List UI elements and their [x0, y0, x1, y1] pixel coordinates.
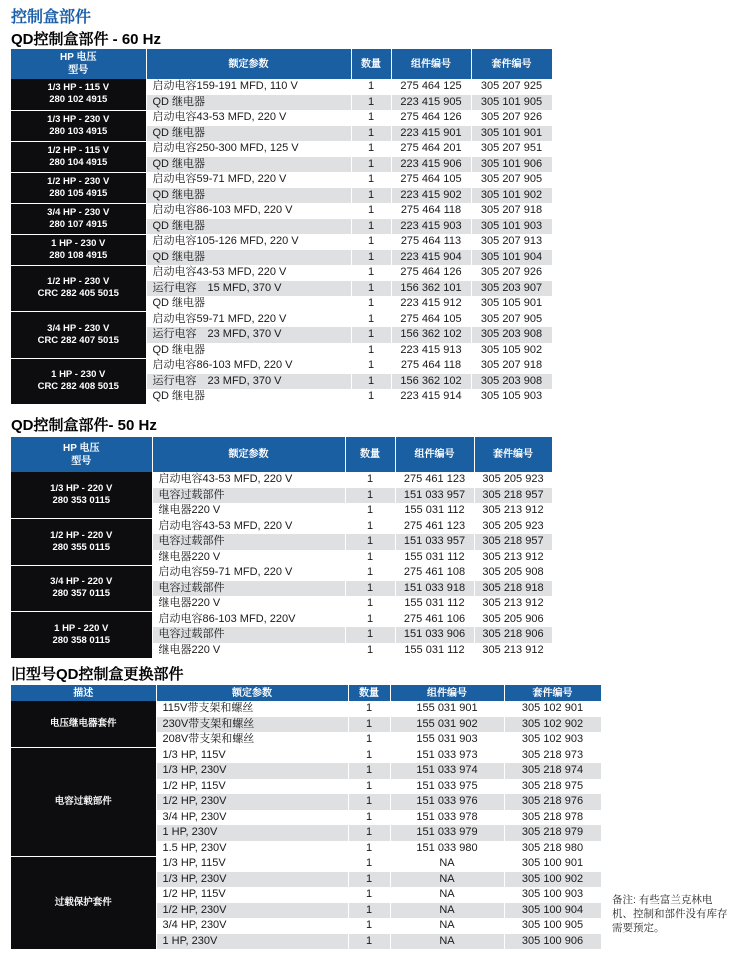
component-no-cell: 275 464 105 [391, 312, 471, 328]
rating-cell: 继电器220 V [152, 596, 345, 612]
rating-cell: 电容过载部件 [152, 581, 345, 597]
kit-no-cell: 305 102 901 [504, 701, 601, 717]
rating-cell: 3/4 HP, 230V [156, 918, 348, 934]
group-label: 1/2 HP - 220 V 280 355 0115 [11, 519, 152, 566]
group-label: 3/4 HP - 230 V 280 107 4915 [11, 203, 146, 234]
table-50hz [11, 437, 553, 659]
rating-cell: 1/3 HP, 115V [156, 748, 348, 764]
component-no-cell: NA [390, 903, 504, 919]
header-row [11, 49, 552, 79]
table-row [11, 265, 552, 281]
rating-cell: QD 继电器 [146, 219, 351, 235]
component-no-cell: 155 031 112 [395, 550, 474, 566]
rating-cell: 208V带支架和螺丝 [156, 732, 348, 748]
qty-cell: 1 [345, 581, 395, 597]
rating-cell: 1/2 HP, 230V [156, 903, 348, 919]
header-row [11, 437, 552, 472]
page-title: 控制盒部件 [11, 9, 92, 26]
qty-cell: 1 [348, 763, 390, 779]
rating-cell: QD 继电器 [146, 250, 351, 266]
component-no-cell: 156 362 102 [391, 327, 471, 343]
table-row [11, 701, 601, 717]
rating-cell: 运行电容 23 MFD, 370 V [146, 374, 351, 390]
component-no-cell: 223 415 906 [391, 157, 471, 173]
kit-no-cell: 305 207 918 [471, 203, 552, 219]
kit-no-cell: 305 105 902 [471, 343, 552, 359]
component-no-cell: 155 031 112 [395, 596, 474, 612]
header-qty: 数量 [351, 49, 391, 79]
header-qty: 数量 [348, 685, 390, 701]
qty-cell: 1 [348, 872, 390, 888]
component-no-cell: 275 464 118 [391, 203, 471, 219]
header-rating: 额定参数 [146, 49, 351, 79]
table-old-title: 旧型号QD控制盒更换部件 [11, 666, 184, 683]
qty-cell: 1 [345, 612, 395, 628]
kit-no-cell: 305 213 912 [474, 596, 552, 612]
kit-no-cell: 305 101 905 [471, 95, 552, 111]
component-no-cell: 151 033 976 [390, 794, 504, 810]
group-label: 1 HP - 220 V 280 358 0115 [11, 612, 152, 659]
rating-cell: 启动电容59-71 MFD, 220 V [152, 565, 345, 581]
component-no-cell: 223 415 902 [391, 188, 471, 204]
kit-no-cell: 305 218 979 [504, 825, 601, 841]
kit-no-cell: 305 205 908 [474, 565, 552, 581]
rating-cell: 启动电容86-103 MFD, 220V [152, 612, 345, 628]
rating-cell: 1/3 HP, 230V [156, 763, 348, 779]
rating-cell: 启动电容59-71 MFD, 220 V [146, 312, 351, 328]
component-no-cell: 156 362 101 [391, 281, 471, 297]
kit-no-cell: 305 213 912 [474, 550, 552, 566]
qty-cell: 1 [348, 701, 390, 717]
kit-no-cell: 305 207 918 [471, 358, 552, 374]
group-label: 1/3 HP - 115 V 280 102 4915 [11, 79, 146, 110]
kit-no-cell: 305 100 904 [504, 903, 601, 919]
rating-cell: 1.5 HP, 230V [156, 841, 348, 857]
kit-no-cell: 305 102 902 [504, 717, 601, 733]
table-row [11, 141, 552, 157]
group-label: 1/2 HP - 230 V 280 105 4915 [11, 172, 146, 203]
rating-cell: QD 继电器 [146, 296, 351, 312]
qty-cell: 1 [348, 903, 390, 919]
kit-no-cell: 305 203 908 [471, 374, 552, 390]
kit-no-cell: 305 218 957 [474, 534, 552, 550]
kit-no-cell: 305 213 912 [474, 643, 552, 659]
rating-cell: 230V带支架和螺丝 [156, 717, 348, 733]
header-qty: 数量 [345, 437, 395, 472]
table-row [11, 472, 552, 488]
rating-cell: 启动电容43-53 MFD, 220 V [146, 110, 351, 126]
rating-cell: 启动电容43-53 MFD, 220 V [152, 472, 345, 488]
rating-cell: 1 HP, 230V [156, 825, 348, 841]
qty-cell: 1 [348, 748, 390, 764]
group-label: 3/4 HP - 230 V CRC 282 407 5015 [11, 312, 146, 359]
qty-cell: 1 [351, 110, 391, 126]
qty-cell: 1 [348, 717, 390, 733]
component-no-cell: 223 415 914 [391, 389, 471, 405]
header-component-no: 组件编号 [391, 49, 471, 79]
component-no-cell: NA [390, 887, 504, 903]
kit-no-cell: 305 205 923 [474, 519, 552, 535]
qty-cell: 1 [351, 219, 391, 235]
component-no-cell: NA [390, 934, 504, 950]
kit-no-cell: 305 207 926 [471, 265, 552, 281]
kit-no-cell: 305 100 905 [504, 918, 601, 934]
kit-no-cell: 305 205 923 [474, 472, 552, 488]
qty-cell: 1 [351, 327, 391, 343]
rating-cell: 1/2 HP, 230V [156, 794, 348, 810]
kit-no-cell: 305 207 925 [471, 79, 552, 95]
rating-cell: 1/3 HP, 230V [156, 872, 348, 888]
rating-cell: 1/3 HP, 115V [156, 856, 348, 872]
group-label: 1/2 HP - 115 V 280 104 4915 [11, 141, 146, 172]
kit-no-cell: 305 100 906 [504, 934, 601, 950]
kit-no-cell: 305 203 908 [471, 327, 552, 343]
kit-no-cell: 305 102 903 [504, 732, 601, 748]
component-no-cell: 223 415 912 [391, 296, 471, 312]
table-60hz-title: QD控制盒部件 - 60 Hz [11, 31, 162, 48]
header-component-no: 组件编号 [395, 437, 474, 472]
qty-cell: 1 [351, 203, 391, 219]
kit-no-cell: 305 101 901 [471, 126, 552, 142]
rating-cell: 启动电容59-71 MFD, 220 V [146, 172, 351, 188]
qty-cell: 1 [348, 841, 390, 857]
kit-no-cell: 305 213 912 [474, 503, 552, 519]
component-no-cell: 151 033 957 [395, 534, 474, 550]
component-no-cell: 275 464 105 [391, 172, 471, 188]
rating-cell: 继电器220 V [152, 550, 345, 566]
rating-cell: 电容过载部件 [152, 534, 345, 550]
kit-no-cell: 305 218 957 [474, 488, 552, 504]
qty-cell: 1 [345, 519, 395, 535]
rating-cell: QD 继电器 [146, 389, 351, 405]
rating-cell: 3/4 HP, 230V [156, 810, 348, 826]
table-row [11, 172, 552, 188]
rating-cell: 继电器220 V [152, 643, 345, 659]
footnote: 备注: 有些富兰克林电机、控制和部件没有库存需要预定。 [612, 894, 728, 934]
component-no-cell: 223 415 905 [391, 95, 471, 111]
qty-cell: 1 [351, 172, 391, 188]
qty-cell: 1 [348, 794, 390, 810]
rating-cell: 继电器220 V [152, 503, 345, 519]
qty-cell: 1 [351, 79, 391, 95]
qty-cell: 1 [345, 643, 395, 659]
group-label: 1/2 HP - 230 V CRC 282 405 5015 [11, 265, 146, 312]
qty-cell: 1 [351, 374, 391, 390]
table-row [11, 748, 601, 764]
rating-cell: 运行电容 15 MFD, 370 V [146, 281, 351, 297]
table-old-replacement [11, 685, 602, 950]
group-label: 1/3 HP - 220 V 280 353 0115 [11, 472, 152, 519]
group-label: 3/4 HP - 220 V 280 357 0115 [11, 565, 152, 612]
kit-no-cell: 305 100 902 [504, 872, 601, 888]
qty-cell: 1 [345, 503, 395, 519]
table-row [11, 312, 552, 328]
qty-cell: 1 [351, 157, 391, 173]
table-row [11, 565, 552, 581]
header-kit-no: 套件编号 [474, 437, 552, 472]
component-no-cell: 275 461 108 [395, 565, 474, 581]
table-row [11, 79, 552, 95]
component-no-cell: 155 031 112 [395, 643, 474, 659]
kit-no-cell: 305 218 976 [504, 794, 601, 810]
kit-no-cell: 305 100 903 [504, 887, 601, 903]
kit-no-cell: 305 101 902 [471, 188, 552, 204]
component-no-cell: 155 031 901 [390, 701, 504, 717]
component-no-cell: 275 461 106 [395, 612, 474, 628]
qty-cell: 1 [348, 779, 390, 795]
component-no-cell: 151 033 918 [395, 581, 474, 597]
component-no-cell: 151 033 973 [390, 748, 504, 764]
component-no-cell: 155 031 112 [395, 503, 474, 519]
qty-cell: 1 [345, 550, 395, 566]
component-no-cell: 151 033 979 [390, 825, 504, 841]
component-no-cell: 151 033 975 [390, 779, 504, 795]
kit-no-cell: 305 218 975 [504, 779, 601, 795]
component-no-cell: 155 031 902 [390, 717, 504, 733]
qty-cell: 1 [345, 596, 395, 612]
qty-cell: 1 [345, 488, 395, 504]
qty-cell: 1 [348, 918, 390, 934]
group-label: 1 HP - 230 V 280 108 4915 [11, 234, 146, 265]
group-label: 1/3 HP - 230 V 280 103 4915 [11, 110, 146, 141]
rating-cell: 启动电容105-126 MFD, 220 V [146, 234, 351, 250]
rating-cell: 1/2 HP, 115V [156, 779, 348, 795]
rating-cell: 启动电容86-103 MFD, 220 V [146, 203, 351, 219]
table-50hz-title: QD控制盒部件- 50 Hz [11, 417, 157, 434]
kit-no-cell: 305 207 951 [471, 141, 552, 157]
qty-cell: 1 [345, 534, 395, 550]
rating-cell: 电容过载部件 [152, 488, 345, 504]
rating-cell: 1 HP, 230V [156, 934, 348, 950]
table-60hz [11, 49, 553, 405]
qty-cell: 1 [351, 250, 391, 266]
kit-no-cell: 305 218 974 [504, 763, 601, 779]
component-no-cell: NA [390, 872, 504, 888]
qty-cell: 1 [348, 934, 390, 950]
rating-cell: 运行电容 23 MFD, 370 V [146, 327, 351, 343]
component-no-cell: 151 033 974 [390, 763, 504, 779]
header-rating: 额定参数 [156, 685, 348, 701]
rating-cell: QD 继电器 [146, 188, 351, 204]
qty-cell: 1 [351, 265, 391, 281]
group-label: 电压继电器套件 [11, 701, 156, 748]
component-no-cell: 151 033 978 [390, 810, 504, 826]
table-row [11, 358, 552, 374]
kit-no-cell: 305 207 913 [471, 234, 552, 250]
kit-no-cell: 305 207 905 [471, 312, 552, 328]
rating-cell: 启动电容250-300 MFD, 125 V [146, 141, 351, 157]
kit-no-cell: 305 105 903 [471, 389, 552, 405]
header-model: HP 电压 型号 [11, 437, 152, 472]
kit-no-cell: 305 218 918 [474, 581, 552, 597]
kit-no-cell: 305 101 906 [471, 157, 552, 173]
component-no-cell: 275 464 126 [391, 265, 471, 281]
component-no-cell: 156 362 102 [391, 374, 471, 390]
component-no-cell: 275 464 118 [391, 358, 471, 374]
qty-cell: 1 [351, 343, 391, 359]
rating-cell: QD 继电器 [146, 343, 351, 359]
header-component-no: 组件编号 [390, 685, 504, 701]
kit-no-cell: 305 101 904 [471, 250, 552, 266]
table-row [11, 856, 601, 872]
qty-cell: 1 [351, 95, 391, 111]
header-model: HP 电压 型号 [11, 49, 146, 79]
component-no-cell: 275 464 126 [391, 110, 471, 126]
qty-cell: 1 [351, 296, 391, 312]
qty-cell: 1 [351, 188, 391, 204]
table-row [11, 110, 552, 126]
rating-cell: QD 继电器 [146, 157, 351, 173]
kit-no-cell: 305 218 978 [504, 810, 601, 826]
header-row [11, 685, 601, 701]
component-no-cell: 151 033 906 [395, 627, 474, 643]
component-no-cell: 275 464 113 [391, 234, 471, 250]
component-no-cell: 223 415 913 [391, 343, 471, 359]
kit-no-cell: 305 207 926 [471, 110, 552, 126]
component-no-cell: 275 461 123 [395, 519, 474, 535]
qty-cell: 1 [348, 825, 390, 841]
qty-cell: 1 [351, 389, 391, 405]
kit-no-cell: 305 105 901 [471, 296, 552, 312]
qty-cell: 1 [345, 472, 395, 488]
qty-cell: 1 [351, 234, 391, 250]
group-label: 电容过载部件 [11, 748, 156, 857]
table-row [11, 612, 552, 628]
table-row [11, 203, 552, 219]
table-row [11, 234, 552, 250]
rating-cell: QD 继电器 [146, 126, 351, 142]
component-no-cell: 223 415 901 [391, 126, 471, 142]
qty-cell: 1 [348, 810, 390, 826]
kit-no-cell: 305 101 903 [471, 219, 552, 235]
rating-cell: 电容过载部件 [152, 627, 345, 643]
component-no-cell: 275 461 123 [395, 472, 474, 488]
component-no-cell: 223 415 904 [391, 250, 471, 266]
header-rating: 额定参数 [152, 437, 345, 472]
header-model: 描述 [11, 685, 156, 701]
rating-cell: 115V带支架和螺丝 [156, 701, 348, 717]
rating-cell: 1/2 HP, 115V [156, 887, 348, 903]
qty-cell: 1 [348, 887, 390, 903]
rating-cell: 启动电容86-103 MFD, 220 V [146, 358, 351, 374]
qty-cell: 1 [348, 856, 390, 872]
qty-cell: 1 [351, 141, 391, 157]
rating-cell: 启动电容43-53 MFD, 220 V [146, 265, 351, 281]
component-no-cell: 155 031 903 [390, 732, 504, 748]
group-label: 过载保护套件 [11, 856, 156, 949]
group-label: 1 HP - 230 V CRC 282 408 5015 [11, 358, 146, 405]
component-no-cell: NA [390, 856, 504, 872]
kit-no-cell: 305 218 980 [504, 841, 601, 857]
kit-no-cell: 305 218 973 [504, 748, 601, 764]
component-no-cell: 151 033 957 [395, 488, 474, 504]
rating-cell: 启动电容43-53 MFD, 220 V [152, 519, 345, 535]
header-kit-no: 套件编号 [471, 49, 552, 79]
qty-cell: 1 [351, 312, 391, 328]
kit-no-cell: 305 100 901 [504, 856, 601, 872]
header-kit-no: 套件编号 [504, 685, 601, 701]
kit-no-cell: 305 218 906 [474, 627, 552, 643]
component-no-cell: 151 033 980 [390, 841, 504, 857]
kit-no-cell: 305 205 906 [474, 612, 552, 628]
component-no-cell: 275 464 201 [391, 141, 471, 157]
table-row [11, 519, 552, 535]
qty-cell: 1 [348, 732, 390, 748]
kit-no-cell: 305 203 907 [471, 281, 552, 297]
rating-cell: 启动电容159-191 MFD, 110 V [146, 79, 351, 95]
component-no-cell: 275 464 125 [391, 79, 471, 95]
component-no-cell: 223 415 903 [391, 219, 471, 235]
qty-cell: 1 [351, 358, 391, 374]
component-no-cell: NA [390, 918, 504, 934]
qty-cell: 1 [351, 126, 391, 142]
qty-cell: 1 [345, 565, 395, 581]
qty-cell: 1 [351, 281, 391, 297]
rating-cell: QD 继电器 [146, 95, 351, 111]
qty-cell: 1 [345, 627, 395, 643]
kit-no-cell: 305 207 905 [471, 172, 552, 188]
